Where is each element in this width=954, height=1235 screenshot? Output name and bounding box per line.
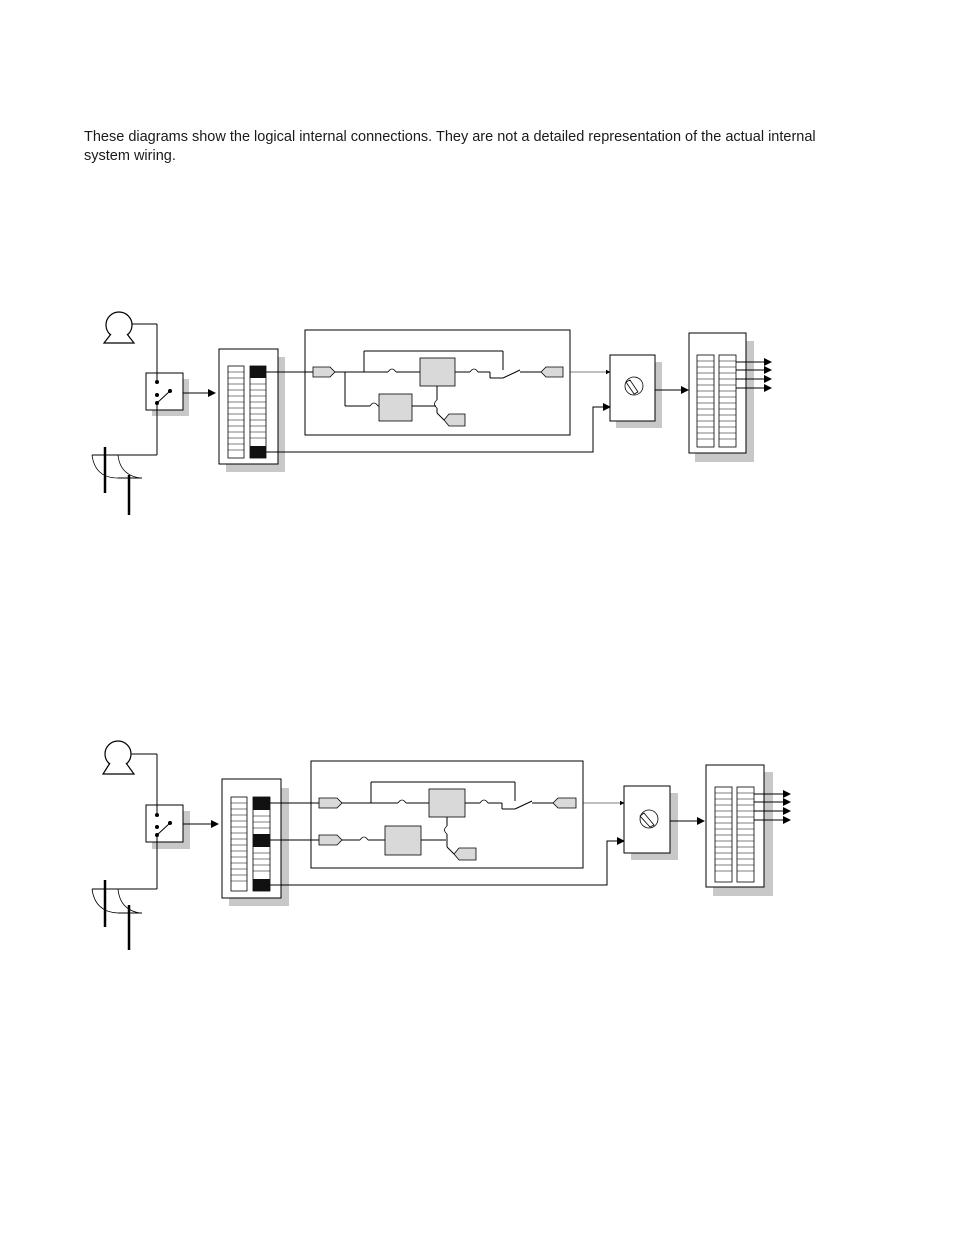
ups-module bbox=[270, 761, 583, 868]
utility-pole-icon bbox=[92, 447, 157, 515]
output-panel bbox=[689, 333, 754, 462]
ups-module bbox=[266, 330, 570, 435]
bypass-switch bbox=[624, 786, 678, 860]
intro-paragraph: These diagrams show the logical internal connections. They are not a detailed representation of the actual internal system wiring. bbox=[84, 129, 816, 164]
transfer-switch bbox=[146, 373, 189, 455]
output-panel bbox=[706, 765, 773, 896]
input-panel bbox=[219, 349, 285, 472]
bypass-switch bbox=[610, 355, 662, 428]
transfer-switch bbox=[146, 805, 190, 889]
wiring-diagram-1 bbox=[0, 300, 954, 530]
utility-pole-icon bbox=[92, 880, 157, 950]
generator-icon bbox=[104, 312, 134, 343]
input-panel bbox=[222, 779, 289, 906]
generator-icon bbox=[103, 741, 134, 774]
wiring-diagram-2 bbox=[0, 730, 954, 960]
